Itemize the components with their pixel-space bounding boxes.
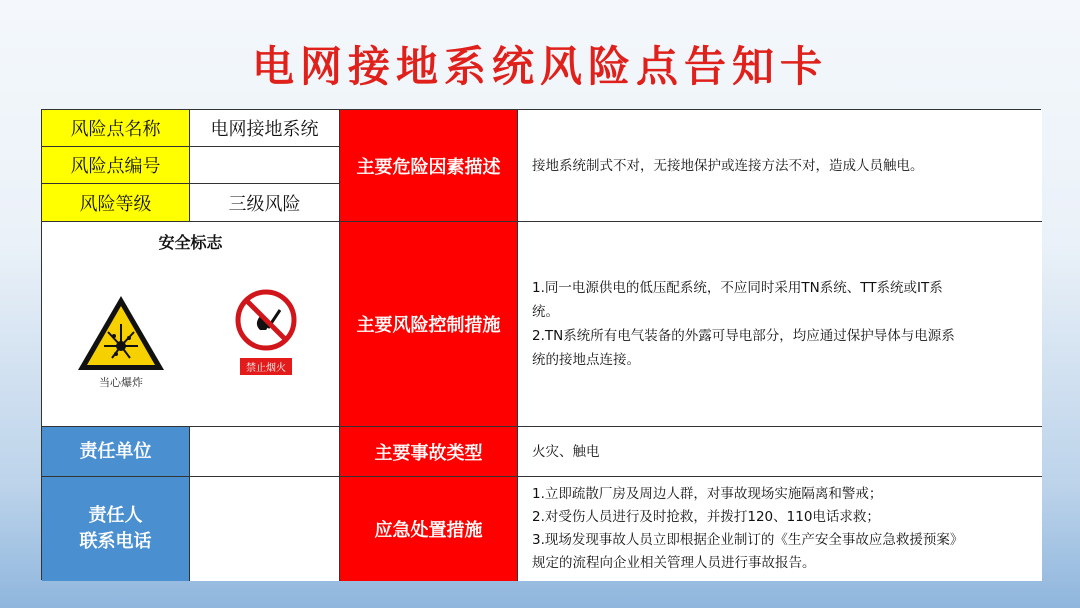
control-label: 主要风险控制措施: [340, 222, 518, 427]
emergency-label: 应急处置措施: [340, 477, 518, 581]
safety-signs-title: 安全标志: [158, 233, 223, 252]
emergency-line: 1.立即疏散厂房及周边人群，对事故现场实施隔离和警戒；: [532, 486, 883, 502]
no-smoking-icon: [234, 288, 298, 352]
risk-card-table: [41, 109, 1041, 580]
hazard-label: 主要危险因素描述: [340, 110, 518, 222]
emergency-line: 2.对受伤人员进行及时抢救，并拨打120、110电话求救；: [532, 509, 880, 525]
safety-signs-panel: [42, 222, 340, 427]
control-text: [518, 222, 1042, 427]
risk-level-label: 风险等级: [42, 184, 190, 222]
risk-level-value: 三级风险: [190, 184, 340, 222]
risk-name-value: 电网接地系统: [190, 110, 340, 147]
risk-code-label: 风险点编号: [42, 147, 190, 184]
control-line: 统的接地点连接。: [532, 352, 640, 368]
emergency-line: 3.现场发现事故人员立即根据企业制订的《生产安全事故应急救援预案》: [532, 532, 964, 548]
no-smoking-sign: [234, 288, 298, 375]
contact-label-line2: 联系电话: [79, 531, 152, 552]
emergency-line: 规定的流程向企业相关管理人员进行事故报告。: [532, 555, 816, 571]
contact-value: [190, 477, 340, 581]
risk-name-label: 风险点名称: [42, 110, 190, 147]
hazard-text: 接地系统制式不对，无接地保护或连接方法不对，造成人员触电。: [518, 110, 1042, 222]
risk-code-value: [190, 147, 340, 184]
responsible-unit-value: [190, 427, 340, 477]
explosion-warning-label: 当心爆炸: [99, 376, 143, 389]
contact-label-line1: 责任人: [88, 505, 143, 526]
responsible-unit-label: 责任单位: [42, 427, 190, 477]
control-line: 1.同一电源供电的低压配系统，不应同时采用TN系统、TT系统或IT系: [532, 280, 943, 296]
accident-type-label: 主要事故类型: [340, 427, 518, 477]
accident-type-text: 火灾、触电: [518, 427, 1042, 477]
explosion-warning-sign: [76, 294, 166, 390]
control-line: 统。: [532, 304, 559, 320]
control-line: 2.TN系统所有电气装备的外露可导电部分，均应通过保护导体与电源系: [532, 328, 955, 344]
contact-label: [42, 477, 190, 581]
emergency-text: [518, 477, 1042, 581]
no-smoking-label: 禁止烟火: [240, 358, 292, 375]
page-title: 电网接地系统风险点告知卡: [251, 42, 828, 91]
explosion-warning-icon: [76, 294, 166, 372]
